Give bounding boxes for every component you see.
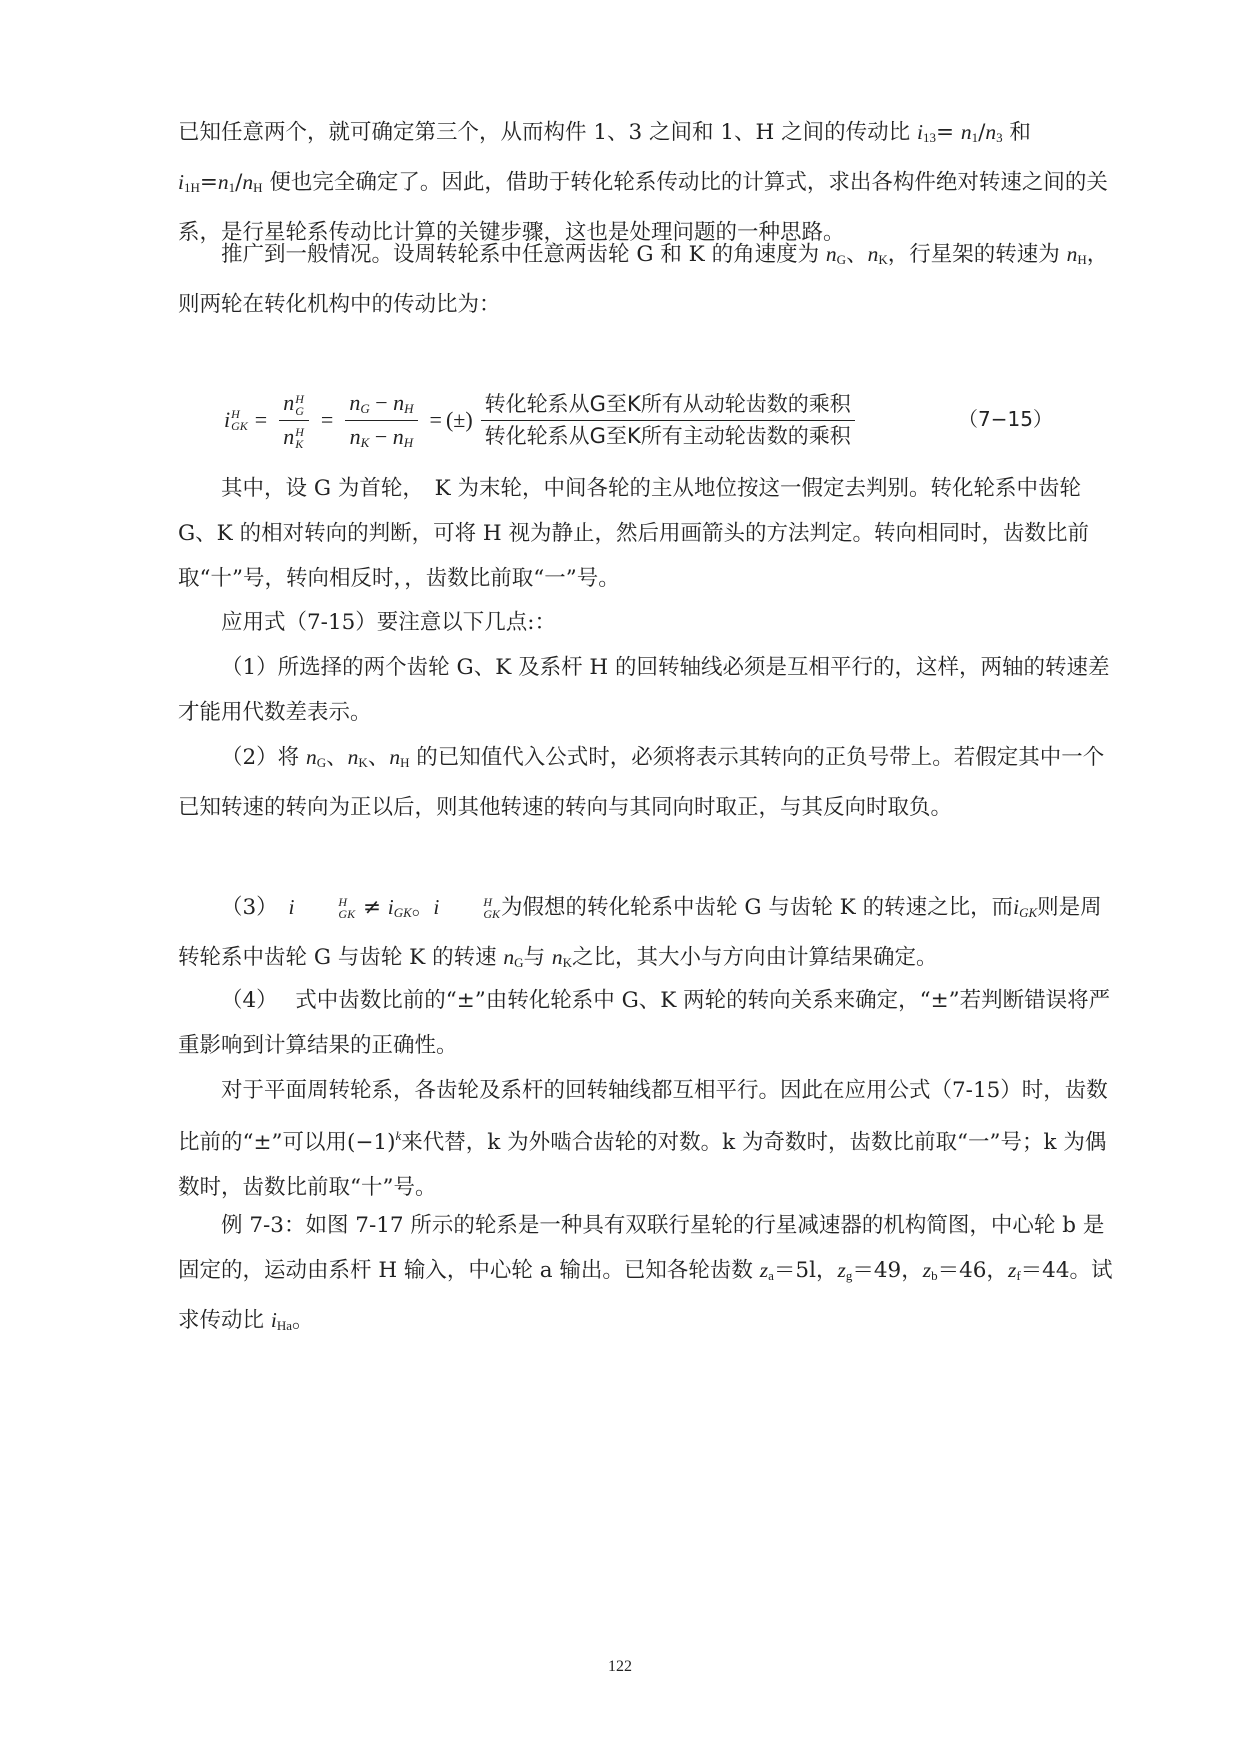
eq-sign-1: = (254, 407, 268, 432)
paragraph-9: 对于平面周转轮系，各齿轮及系杆的回转轴线都互相平行。因此在应用公式（7-15）时，齿数比前的“±”可以用$(-1)^k$来代替，k 为外啮合齿轮的对数。k 为奇数时，齿数比前取“一”号；k 为偶数时，齿数比前取“十”号。 (178, 1078, 1108, 1200)
fraction-nG-nK: n H G n H K (279, 390, 309, 451)
paragraph-10: 例 7-3：如图 7-17 所示的轮系是一种具有双联行星轮的行星减速器的机构简图，中心轮 b 是固定的，运动由系杆 H 输入，中心轮 a 输出。已知各轮齿数 za＝5l，zg＝49，zb＝46，zf＝44。试求传动比 iHa。 (178, 1213, 1113, 1333)
formula-i: i (224, 407, 231, 432)
paragraph-5: （1）所选择的两个齿轮 G、K 及系杆 H 的回转轴线必须是互相平行的，这样，两轴的转速差才能用代数差表示。 (178, 655, 1110, 725)
paragraph-7: （3） i H GK ≠ iGK。i H GK 为假想的转化轮系中齿轮 G 与齿轮 K 的转速之比，而iGK则是周转轮系中齿轮 G 与齿轮 K 的转速 nG与 nK之比，其大小与方向由计算结果确定。 (178, 895, 1102, 970)
paragraph-6: （2）将 nG、nK、nH 的已知值代入公式时，必须将表示其转向的正负号带上。若假定其中一个已知转速的转向为正以后，则其他转速的转向与其同向时取正，与其反向时取负。 (178, 745, 1105, 820)
fraction-teeth-ratio (481, 392, 855, 447)
plus-minus-sign: (±) (445, 407, 473, 432)
teeth-numerator: 转化轮系从G至K所有从动轮齿数的乘积 (481, 392, 855, 420)
eq-sign-3: = (429, 407, 442, 432)
paragraph-1: 已知任意两个，就可确定第三个，从而构件 1、3 之间和 1、H 之间的传动比 i13= n1/n3 和 i1H=n1/nH 便也完全确定了。因此，借助于转化轮系传动比的计算式，求出各构件绝对转速之间的关系，是行星轮系传动比计算的关键步骤，这也是处理问题的一种思路。 (178, 120, 1108, 245)
teeth-denominator: 转化轮系从G至K所有主动轮齿数的乘积 (484, 423, 851, 448)
paragraph-2: 推广到一般情况。设周转轮系中任意两齿轮 G 和 K 的角速度为 nG、nK，行星架的转速为 nH，则两轮在转化机构中的传动比为： (178, 242, 1109, 317)
paragraph-3: 其中，设 G 为首轮， K 为末轮，中间各轮的主从地位按这一假定去判别。转化轮系中齿轮 G、K 的相对转向的判断，可将 H 视为静止，然后用画箭头的方法判定。转向相同时，齿数比前取“十”号，转向相反时，，齿数比前取“一”号。 (178, 476, 1089, 591)
equation-number: （7−15） (958, 407, 1053, 431)
formula-i-script: H GK (231, 407, 248, 433)
page-number: 122 (608, 1658, 632, 1675)
eq-sign-2: = (320, 407, 334, 432)
fraction-speed-difference: $\frac{nG - nH}{nK - nH}$ (345, 390, 417, 451)
formula-7-15 (224, 380, 861, 460)
paragraph-8: （4） 式中齿数比前的“±”由转化轮系中 G、K 两轮的转向关系来确定，“±”若判断错误将严重影响到计算结果的正确性。 (178, 988, 1111, 1058)
paragraph-4: 应用式（7-15）要注意以下几点:： (221, 610, 557, 635)
